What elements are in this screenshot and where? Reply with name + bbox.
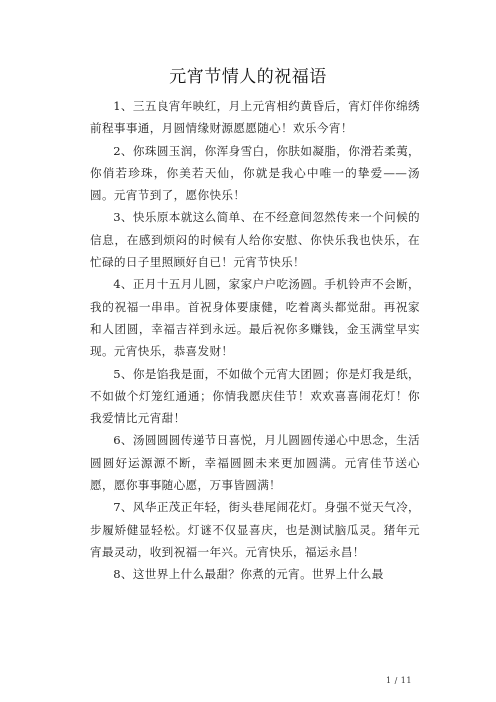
paragraph-5: 5、你是馅我是面，不如做个元宵大团圆；你是灯我是纸，不如做个灯笼红通通；你情我愿庆佳节！欢欢喜喜闹花灯！你我爱情比元宵甜！ — [90, 366, 420, 426]
paragraph-6: 6、汤圆圆圆传递节日喜悦，月儿圆圆传递心中思念，生活圆圆好运源源不断，幸福圆圆未来更加圆满。元宵佳节送心愿，愿你事事随心愿，万事皆圆满！ — [90, 433, 420, 493]
page-number: 1 / 11 — [385, 676, 412, 685]
paragraph-3: 3、快乐原本就这么简单、在不经意间忽然传来一个问候的信息，在感到烦闷的时候有人给你安慰、你快乐我也快乐，在忙碌的日子里照顾好自已！元宵节快乐！ — [90, 210, 420, 270]
paragraph-2: 2、你珠圆玉润，你浑身雪白，你肤如凝脂，你滑若柔荑，你俏若珍珠，你美若天仙，你就是我心中唯一的挚爱——汤圆。元宵节到了，愿你快乐！ — [90, 143, 420, 203]
paragraph-4: 4、正月十五月儿圆，家家户户吃汤圆。手机铃声不会断，我的祝福一串串。首祝身体要康健，吃着离头都觉甜。再祝家和人团圆，幸福吉祥到永远。最后祝你多赚钱，金玉满堂早实现。元宵快乐，恭喜发财！ — [90, 277, 420, 359]
page-title: 元宵节情人的祝福语 — [169, 67, 327, 87]
document-body — [90, 95, 420, 586]
paragraph-7: 7、风华正茂正年轻，街头巷尾闹花灯。身强不觉天气冷，步履矫健显轻松。灯谜不仅显喜庆，也是测试脑瓜灵。猪年元宵最灵动，收到祝福一年兴。元宵快乐，福运永昌！ — [90, 500, 420, 559]
paragraph-1: 1、三五良宵年映红，月上元宵相约黄昏后，宵灯伴你绵绣前程事事通，月圆情缘财源愿愿随心！欢乐今宵！ — [90, 99, 420, 136]
paragraph-8: 8、这世界上什么最甜？你煮的元宵。世界上什么最 — [113, 567, 384, 582]
